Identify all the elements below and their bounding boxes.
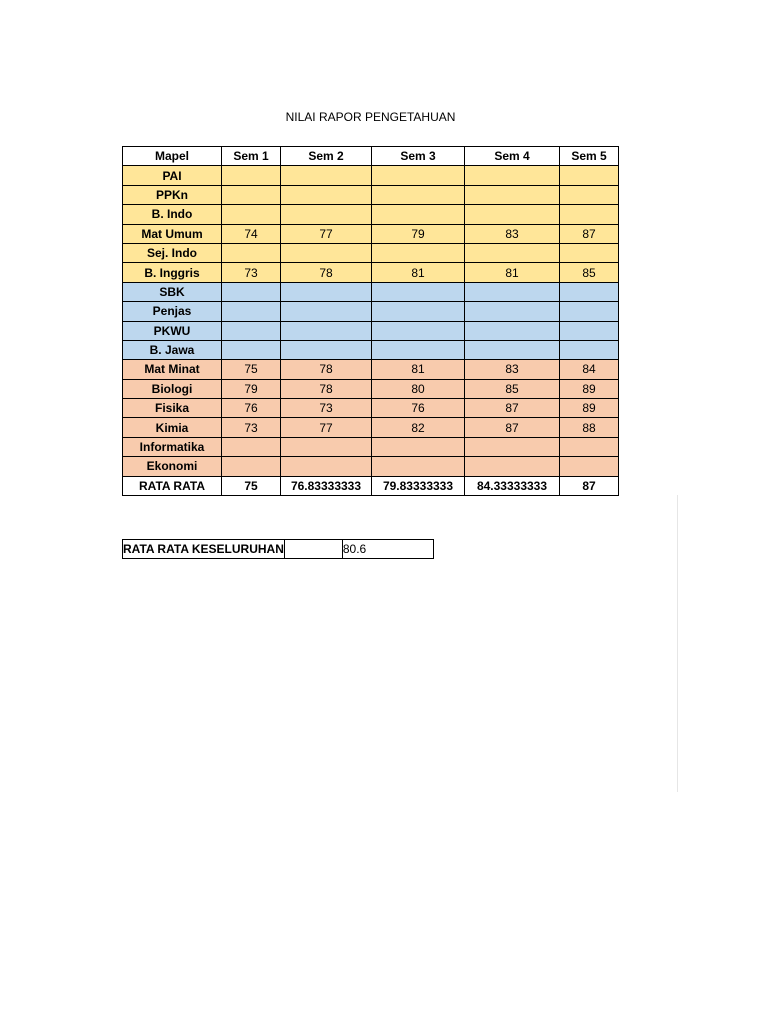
mapel-cell: PKWU (123, 321, 222, 340)
sem1-cell: 73 (222, 263, 281, 282)
sem2-cell (281, 205, 372, 224)
sem3-cell: 76 (372, 399, 465, 418)
overall-average-value: 80.6 (342, 540, 433, 559)
table-row (123, 340, 619, 359)
table-row (123, 185, 619, 204)
average-value: 84.33333333 (465, 476, 560, 495)
mapel-cell: Ekonomi (123, 457, 222, 476)
mapel-cell: B. Jawa (123, 340, 222, 359)
average-value: 79.83333333 (372, 476, 465, 495)
column-header: Sem 5 (560, 147, 619, 166)
sem3-cell: 81 (372, 263, 465, 282)
sem2-cell: 73 (281, 399, 372, 418)
column-header: Sem 1 (222, 147, 281, 166)
sem1-cell (222, 340, 281, 359)
sem3-cell (372, 282, 465, 301)
sem1-cell (222, 243, 281, 262)
sem5-cell (560, 282, 619, 301)
sem2-cell (281, 437, 372, 456)
average-value: 76.83333333 (281, 476, 372, 495)
average-value: 75 (222, 476, 281, 495)
column-header: Sem 3 (372, 147, 465, 166)
mapel-cell: SBK (123, 282, 222, 301)
table-row (123, 205, 619, 224)
table-row (123, 437, 619, 456)
column-header: Sem 2 (281, 147, 372, 166)
sem5-cell: 88 (560, 418, 619, 437)
mapel-cell: Informatika (123, 437, 222, 456)
sem1-cell (222, 185, 281, 204)
sem2-cell: 77 (281, 224, 372, 243)
sem5-cell: 85 (560, 263, 619, 282)
sem4-cell (465, 282, 560, 301)
mapel-cell: Penjas (123, 302, 222, 321)
sem3-cell (372, 321, 465, 340)
sem1-cell: 79 (222, 379, 281, 398)
sem3-cell: 80 (372, 379, 465, 398)
sem4-cell (465, 302, 560, 321)
mapel-cell: Sej. Indo (123, 243, 222, 262)
mapel-cell: B. Inggris (123, 263, 222, 282)
mapel-cell: B. Indo (123, 205, 222, 224)
sem5-cell: 89 (560, 399, 619, 418)
sem2-cell: 78 (281, 379, 372, 398)
sem3-cell (372, 205, 465, 224)
sheet-title: NILAI RAPOR PENGETAHUAN (285, 110, 456, 124)
average-label: RATA RATA (123, 476, 222, 495)
sem4-cell (465, 321, 560, 340)
overall-average-label: RATA RATA KESELURUHAN (123, 540, 285, 559)
page-edge-line (677, 495, 678, 792)
sem1-cell (222, 457, 281, 476)
sem4-cell: 83 (465, 360, 560, 379)
mapel-cell: Mat Umum (123, 224, 222, 243)
table-row (123, 457, 619, 476)
table-row (123, 379, 619, 398)
table-row (123, 418, 619, 437)
sem1-cell (222, 282, 281, 301)
sem1-cell (222, 437, 281, 456)
overall-average-spacer (284, 540, 342, 559)
sem4-cell: 81 (465, 263, 560, 282)
sem5-cell (560, 185, 619, 204)
sem5-cell: 84 (560, 360, 619, 379)
sem4-cell: 87 (465, 399, 560, 418)
sem4-cell (465, 205, 560, 224)
table-row (123, 263, 619, 282)
average-value: 87 (560, 476, 619, 495)
sem5-cell (560, 437, 619, 456)
sem1-cell: 74 (222, 224, 281, 243)
sem1-cell (222, 166, 281, 185)
sem4-cell: 83 (465, 224, 560, 243)
column-header: Mapel (123, 147, 222, 166)
average-row (123, 476, 619, 495)
table-row (123, 224, 619, 243)
sem4-cell (465, 166, 560, 185)
sem5-cell: 89 (560, 379, 619, 398)
overall-average-row (123, 540, 434, 559)
sem3-cell (372, 185, 465, 204)
sem5-cell (560, 457, 619, 476)
sem1-cell: 75 (222, 360, 281, 379)
mapel-cell: PPKn (123, 185, 222, 204)
table-row (123, 302, 619, 321)
table-row (123, 282, 619, 301)
sem3-cell (372, 437, 465, 456)
sem4-cell: 87 (465, 418, 560, 437)
sem5-cell (560, 205, 619, 224)
sem5-cell (560, 321, 619, 340)
sem2-cell: 78 (281, 360, 372, 379)
table-row (123, 321, 619, 340)
sem2-cell (281, 340, 372, 359)
sem2-cell: 78 (281, 263, 372, 282)
sem2-cell (281, 302, 372, 321)
sem2-cell (281, 185, 372, 204)
sem4-cell (465, 457, 560, 476)
mapel-cell: Mat Minat (123, 360, 222, 379)
mapel-cell: PAI (123, 166, 222, 185)
sem3-cell: 82 (372, 418, 465, 437)
sem1-cell (222, 205, 281, 224)
grades-table (122, 146, 619, 496)
sem1-cell: 73 (222, 418, 281, 437)
sem4-cell (465, 185, 560, 204)
sem5-cell (560, 166, 619, 185)
sem3-cell: 79 (372, 224, 465, 243)
sem4-cell (465, 243, 560, 262)
sem2-cell: 77 (281, 418, 372, 437)
sem3-cell (372, 166, 465, 185)
mapel-cell: Fisika (123, 399, 222, 418)
sem3-cell (372, 457, 465, 476)
sem3-cell (372, 243, 465, 262)
sem3-cell: 81 (372, 360, 465, 379)
sem2-cell (281, 243, 372, 262)
sem4-cell (465, 340, 560, 359)
mapel-cell: Biologi (123, 379, 222, 398)
mapel-cell: Kimia (123, 418, 222, 437)
sem3-cell (372, 340, 465, 359)
sem4-cell: 85 (465, 379, 560, 398)
table-header-row (123, 147, 619, 166)
table-row (123, 399, 619, 418)
table-row (123, 360, 619, 379)
sem5-cell (560, 243, 619, 262)
sem2-cell (281, 321, 372, 340)
column-header: Sem 4 (465, 147, 560, 166)
sem4-cell (465, 437, 560, 456)
sem2-cell (281, 166, 372, 185)
table-row (123, 166, 619, 185)
sem5-cell: 87 (560, 224, 619, 243)
sem5-cell (560, 302, 619, 321)
sem1-cell (222, 321, 281, 340)
sem2-cell (281, 457, 372, 476)
sem5-cell (560, 340, 619, 359)
sem2-cell (281, 282, 372, 301)
sem1-cell: 76 (222, 399, 281, 418)
overall-average-table (122, 539, 434, 559)
table-row (123, 243, 619, 262)
sem1-cell (222, 302, 281, 321)
sem3-cell (372, 302, 465, 321)
